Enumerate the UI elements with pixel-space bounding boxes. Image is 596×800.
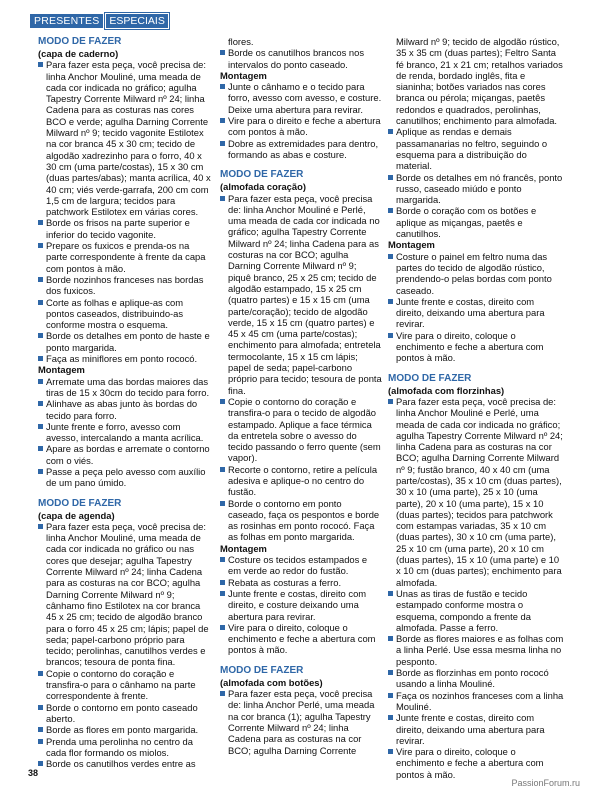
list-item: Borde os canutilhos verdes entre as (38, 758, 212, 769)
list-item: Costure os tecidos estampados e em verde ao redor do fustão. (220, 554, 382, 577)
list-item: Costure o painel em feltro numa das partes do tecido de algodão rústico, prendendo-o pelas bordas com ponto caseado. (388, 251, 564, 296)
list-item: Borde nozinhos franceses nas bordas dos fuxicos. (38, 274, 212, 297)
list-item: Vire para o direito, coloque o enchimento e feche a abertura com pontos à mão. (388, 746, 564, 780)
list-agenda-cont (220, 36, 382, 70)
subtitle-caderno: (capa de caderno) (38, 48, 119, 59)
montagem-label: Montagem (220, 69, 267, 81)
section-label-right: ESPECIAIS (105, 13, 168, 29)
list-item: Arremate uma das bordas maiores das tiras de 15 x 30cm do tecido para forro. (38, 376, 212, 399)
list-item: Borde os frisos na parte superior e inferior do tecido vagonite. (38, 217, 212, 240)
heading-florzinhas: MODO DE FAZER (388, 372, 472, 384)
list-item: Apare as bordas e arremate o contorno com o viés. (38, 443, 212, 466)
list-item: Borde as florzinhas em ponto rococó usando a linha Mouliné. (388, 667, 564, 690)
montagem-label: Montagem (388, 239, 435, 251)
list-caderno-b (38, 376, 212, 489)
list-agenda (38, 521, 212, 770)
list-item-continued: Milward nº 9; tecido de algodão rústico, 35 x 35 cm (duas partes); Feltro Santa fé branco, 21 x 21 cm; retalhos variados de renda, bordado inglês, fita e sianinha; botões variados nas cores branca ou pérola; miçangas, paetês redondos e quadrados, perolinhas, canutilhos; enchimento para almofada. (396, 36, 563, 127)
column-1 (38, 36, 212, 769)
list-item: Copie o contorno do coração e transfira-o para o cânhamo na parte correspondente à frente. (38, 668, 212, 702)
heading-coracao: MODO DE FAZER (220, 169, 304, 181)
list-item: Borde o contorno em ponto caseado, faça os pespontos e borde as rosinhas em ponto rococó. Faça as folhas em ponto margarida. (220, 498, 382, 543)
column-3 (388, 36, 564, 780)
list-item: Para fazer esta peça, você precisa de: linha Anchor Mouliné e Perlé, uma meada de cada cor indicada no gráfico; agulha Tapestry Corrente Milward nº 24; linha Cadena para as costuras na cor BCO; agulha Darning Corrente Milward nº 9; fustão branco, 40 x 40 cm (uma parte/costas), 35 x 10 cm (duas partes), 30 x 10 (uma parte), 25 x 10 (uma parte), 20 x 10 (uma parte), 15 x 10 (duas partes); tecidos para patchwork com estampas variadas, 35 x 10 cm (duas partes), 30 x 10 cm (uma parte), 25 x 10 cm (uma parte), 20 x 10 cm (duas partes), 15 x 10 (uma parte) e 10 x 10 cm (duas partes); enchimento para almofada. (388, 396, 564, 588)
list-item: Vire para o direito, coloque o enchimento e feche a abertura com pontos à mão. (220, 622, 382, 656)
list-item: Para fazer esta peça, você precisa de: linha Anchor Mouliné e Perlé, uma meada de cada cor indicada no gráfico; agulha Tapestry Corrente Milward nº 24; linha Cadena para as costuras na cor BCO; agulha Darning Corrente Milward nº 9; piquê branco, 25 x 25 cm; tecido de algodão estampado, 15 x 25 cm (quatro partes) e 15 x 15 cm (uma parte/coração); tecido de algodão verde, 15 x 15 cm (quatro partes) e 45 x 45 cm (uma parte/costas); enchimento para almofada; entretela termocolante, 15 x 15 cm lápis; papel de seda; papel-carbono próprio para tecido; tesoura de ponta fina. (220, 193, 382, 396)
list-item: Borde os detalhes em ponto de haste e ponto margarida. (38, 330, 212, 353)
list-florzinhas (388, 396, 564, 780)
list-item: Prenda uma perolinha no centro da cada flor formando os miolos. (38, 736, 212, 759)
list-item: Borde os detalhes em nó francês, ponto russo, caseado miúdo e ponto margarida. (388, 172, 564, 206)
list-item-continued: flores. (228, 36, 254, 47)
list-item: Borde as flores maiores e as folhas com a linha Perlé. Use essa mesma linha no pesponto. (388, 633, 564, 667)
subtitle-coracao: (almofada coração) (220, 181, 306, 193)
section-label-left: PRESENTES (30, 14, 103, 28)
montagem-label: Montagem (38, 364, 85, 376)
list-item: Alinhave as abas junto às bordas do tecido para forro. (38, 398, 212, 421)
list-item: Junte frente e forro, avesso com avesso, intercalando a manta acrílica. (38, 421, 212, 444)
subtitle-botoes: (almofada com botões) (220, 676, 323, 688)
list-item: Aplique as rendas e demais passamanarias no feltro, seguindo o esquema para a distribuição do material. (388, 126, 564, 171)
list-caderno-a (38, 59, 212, 364)
list-item: Corte as folhas e aplique-as com pontos caseados, distribuindo-as conforme mostra o esquema. (38, 297, 212, 331)
list-item: Borde os canutilhos brancos nos intervalos do ponto caseado. (220, 47, 382, 70)
list-item: Vire para o direito e feche a abertura com pontos à mão. (220, 115, 382, 138)
list-item: Para fazer esta peça, você precisa de: linha Anchor Mouliné, uma meada de cada cor indicada no gráfico; agulha Tapestry Corrente Milward nº 24; linha Cadena para as costuras nas cores BCO e verde; agulha Darning Corrente Milward nº 9; tecido vagonite Estilotex na cor branca 45 x 30 cm; tecido de algodão xadrezinho para o forro, 40 x 30 cm (uma parte/costas), 15 x 30 cm (duas partes/abas); manta acrílica, 40 x 40 cm; viés verde-garrafa, 200 cm com 1,5 cm de largura; tecidos para patchwork Estilotex em várias cores. (38, 59, 212, 217)
list-item: Dobre as extremidades para dentro, formando as abas e costure. (220, 138, 382, 161)
list-item: Faça os nozinhos franceses com a linha Mouliné. (388, 690, 564, 713)
heading-agenda: MODO DE FAZER (38, 497, 122, 509)
list-item: Borde o contorno em ponto caseado aberto. (38, 702, 212, 725)
column-2 (220, 36, 382, 756)
list-item: Rebata as costuras a ferro. (220, 577, 382, 588)
list-item: Faça as miniflores em ponto rococó. (38, 353, 212, 364)
list-item: Vire para o direito, coloque o enchimento e feche a abertura com pontos à mão. (388, 330, 564, 364)
list-botoes-montagem (388, 251, 564, 364)
list-item: Junte frente e costas, direito com direito, deixando uma abertura para revirar. (388, 712, 564, 746)
heading-caderno: MODO DE FAZER (38, 36, 122, 47)
list-item: Para fazer esta peça, você precisa de: linha Anchor Mouliné, uma meada de cada cor indicada no gráfico ou nas cores que desejar; agulha Tapestry Corrente Milward nº 24; linha Cadena para as costuras na cor BCO; agulha Darning Corrente Milward nº 9; cânhamo fino Estilotex na cor branca 45 x 25 cm; tecido de algodão branco para o forro 45 x 25 cm; lápis; papel de seda; papel-carbono próprio para tecido; perolinhas, canutilhos verdes e brancos; tesoura de ponta fina. (38, 521, 212, 668)
list-item: Junte frente e costas, direito com direito, deixando uma abertura para revirar. (388, 296, 564, 330)
heading-botoes: MODO DE FAZER (220, 664, 304, 676)
list-botoes-cont (388, 36, 564, 239)
list-item: Junte frente e costas, direito com direito, e costure deixando uma abertura para revirar. (220, 588, 382, 622)
section-banner (30, 14, 169, 28)
list-item: Passe a peça pelo avesso com auxílio de um pano úmido. (38, 466, 212, 489)
subtitle-florzinhas: (almofada com florzinhas) (388, 384, 505, 396)
list-item: Borde o coração com os botões e aplique as miçangas, paetês e canutilhos. (388, 205, 564, 239)
montagem-label: Montagem (220, 542, 267, 554)
page-number: 38 (28, 768, 39, 778)
list-item: Junte o cânhamo e o tecido para forro, avesso com avesso, e costure. Deixe uma abertura para revirar. (220, 81, 382, 115)
list-item: Para fazer esta peça, você precisa de: linha Anchor Perlé, uma meada na cor branca (1); agulha Tapestry Corrente Milward nº 24; linha Cadena para as costuras na cor BCO; agulha Darning Corrente (220, 688, 382, 756)
list-botoes (220, 688, 382, 756)
list-coracao (220, 193, 382, 543)
subtitle-agenda: (capa de agenda) (38, 509, 115, 521)
watermark: PassionForum.ru (511, 778, 580, 788)
list-item: Unas as tiras de fustão e tecido estampado conforme mostra o esquema, compondo a frente da almofada. Passe a ferro. (388, 588, 564, 633)
list-coracao-montagem (220, 554, 382, 656)
list-item: Recorte o contorno, retire a película adesiva e aplique-o no centro do fustão. (220, 464, 382, 498)
list-item: Borde as flores em ponto margarida. (38, 724, 212, 735)
list-item: Copie o contorno do coração e transfira-o para o tecido de algodão estampado. Aplique a face térmica da entretela sobre o avesso do tecido passando o ferro quente (sem vapor). (220, 396, 382, 464)
list-item: Prepare os fuxicos e prenda-os na parte correspondente à frente da capa com pontos à mão. (38, 240, 212, 274)
list-agenda-montagem (220, 81, 382, 160)
